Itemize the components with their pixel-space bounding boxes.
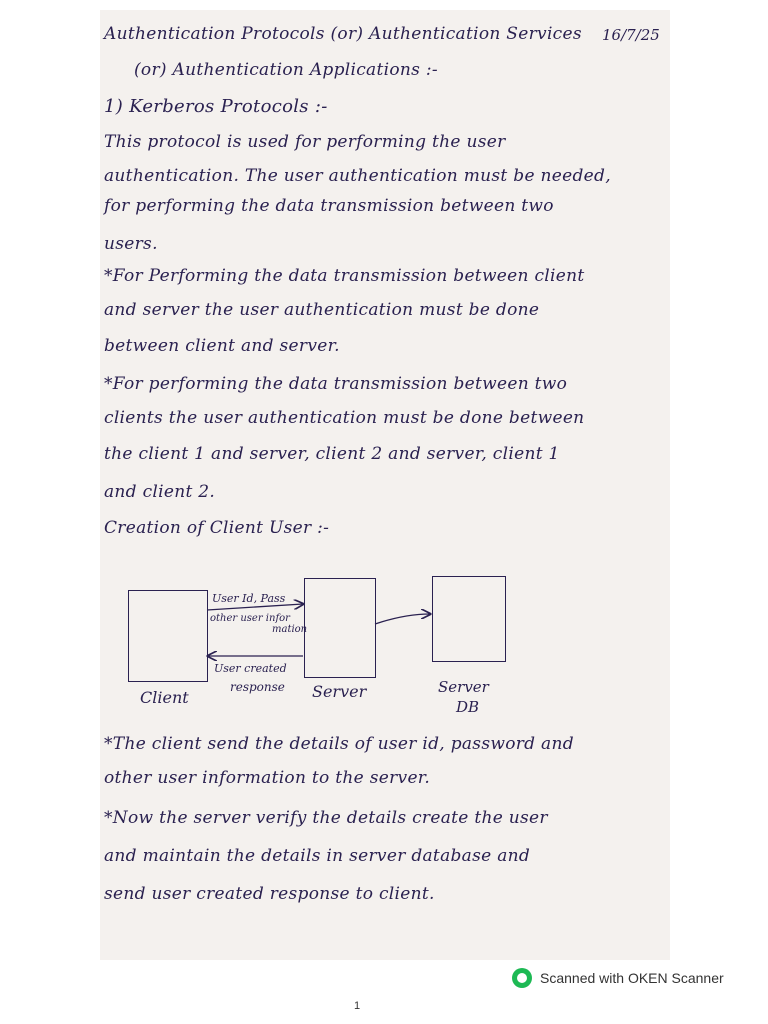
response-label-1: User created (214, 662, 287, 675)
kerberos-heading: 1) Kerberos Protocols :- (104, 96, 328, 117)
response-label-2: response (230, 680, 285, 694)
request-label-1: User Id, Pass (212, 592, 286, 605)
kerberos-text-line: authentication. The user authentication must be needed, (104, 166, 611, 186)
request-label-2: other user infor (210, 613, 290, 624)
kerberos-text-line: for performing the data transmission between two (104, 196, 554, 216)
page-title-line-2: (or) Authentication Applications :- (134, 60, 438, 80)
db-label-1: Server (438, 678, 489, 696)
note-date: 16/7/25 (602, 26, 660, 44)
oken-logo-icon (512, 968, 532, 988)
kerberos-text-line: This protocol is used for performing the user (104, 132, 506, 152)
description-line: *The client send the details of user id, password and (104, 734, 574, 754)
client-label: Client (140, 688, 189, 707)
kerberos-text-line: and client 2. (104, 482, 216, 502)
scanner-text: Scanned with OKEN Scanner (540, 970, 724, 986)
page-number: 1 (354, 1000, 361, 1012)
creation-heading: Creation of Client User :- (104, 518, 330, 538)
kerberos-text-line: clients the user authentication must be done between (104, 408, 585, 428)
description-line: *Now the server verify the details create the user (104, 808, 548, 828)
kerberos-text-line: users. (104, 234, 158, 254)
kerberos-text-line: *For Performing the data transmission between client (104, 266, 585, 286)
kerberos-text-line: between client and server. (104, 336, 340, 356)
description-line: send user created response to client. (104, 884, 435, 904)
page-title-line-1: Authentication Protocols (or) Authentication Services (104, 24, 582, 44)
db-arrow (375, 614, 430, 624)
description-line: other user information to the server. (104, 768, 431, 788)
description-line: and maintain the details in server database and (104, 846, 531, 866)
kerberos-text-line: the client 1 and server, client 2 and server, client 1 (104, 444, 560, 464)
server-label: Server (312, 682, 367, 701)
request-label-3: mation (272, 624, 308, 635)
db-label-2: DB (456, 698, 480, 716)
kerberos-text-line: *For performing the data transmission between two (104, 374, 568, 394)
kerberos-text-line: and server the user authentication must be done (104, 300, 540, 320)
scanner-watermark (512, 968, 724, 988)
